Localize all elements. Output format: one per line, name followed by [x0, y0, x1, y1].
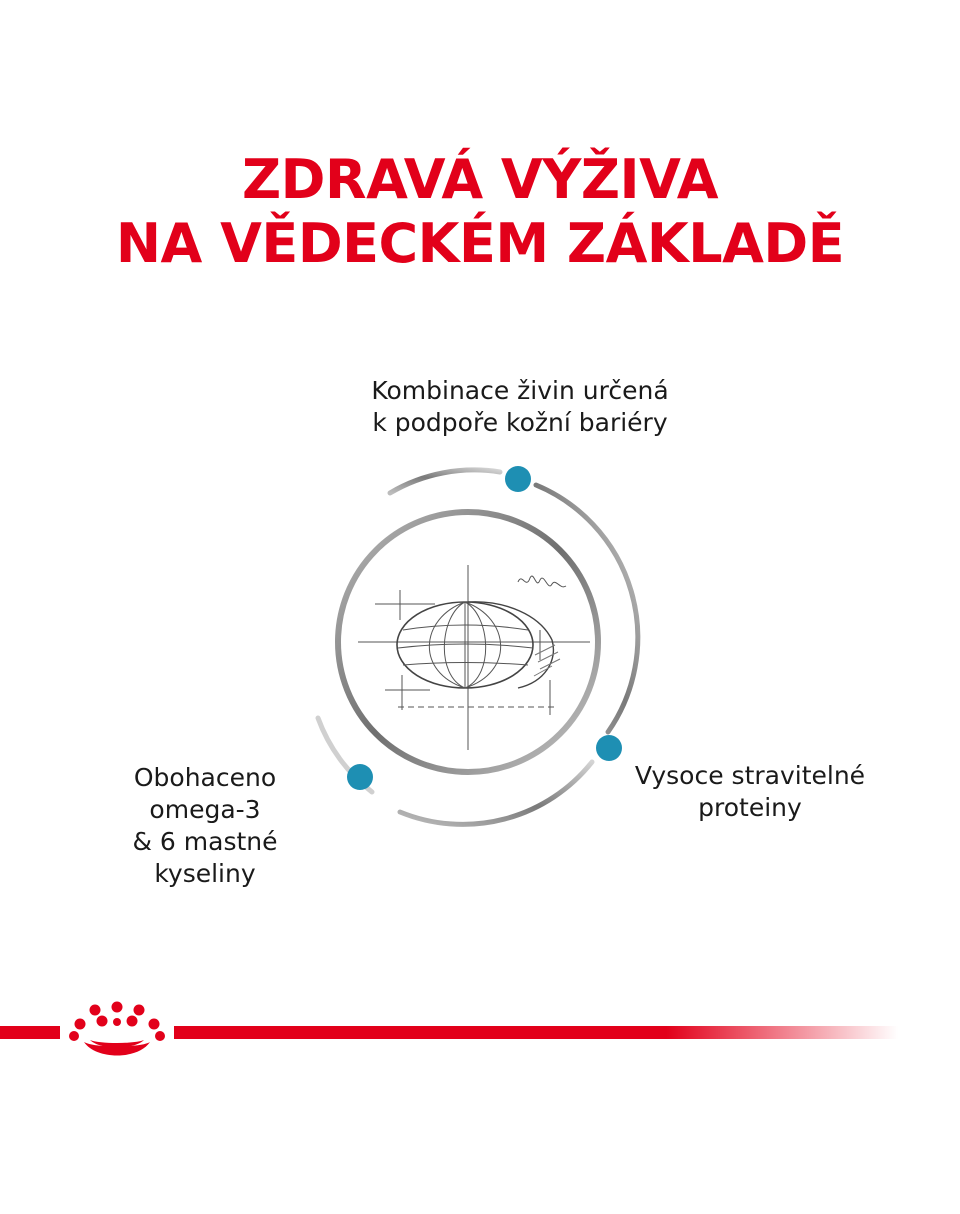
page-headline — [0, 148, 960, 276]
kibble-sketch-icon — [358, 565, 590, 750]
benefit-omega-line-2: omega-3 — [149, 795, 261, 824]
benefit-dot-left — [347, 764, 373, 790]
benefit-omega-fatty-acids — [95, 762, 315, 890]
benefit-digestible-proteins-line-1: Vysoce stravitelné — [634, 761, 866, 790]
headline-line-1: ZDRAVÁ VÝŽIVA — [242, 148, 718, 211]
benefit-dot-right — [596, 735, 622, 761]
headline-line-2: NA VĚDECKÉM ZÁKLADĚ — [115, 212, 845, 275]
benefit-digestible-proteins-line-2: proteiny — [698, 793, 802, 822]
benefits-diagram — [290, 450, 670, 840]
benefit-dot-top — [505, 466, 531, 492]
crown-logo — [69, 1002, 165, 1056]
benefit-skin-barrier — [300, 375, 740, 439]
footer-brand-bar — [0, 1000, 960, 1080]
brand-bar-left — [0, 1026, 60, 1039]
benefit-skin-barrier-line-2: k podpoře kožní bariéry — [372, 408, 668, 437]
benefit-omega-line-1: Obohaceno — [133, 763, 277, 792]
benefit-omega-line-4: kyseliny — [154, 859, 256, 888]
benefit-omega-line-3: & 6 mastné — [132, 827, 278, 856]
brand-bar-right — [174, 1026, 898, 1039]
benefit-skin-barrier-line-1: Kombinace živin určená — [371, 376, 669, 405]
